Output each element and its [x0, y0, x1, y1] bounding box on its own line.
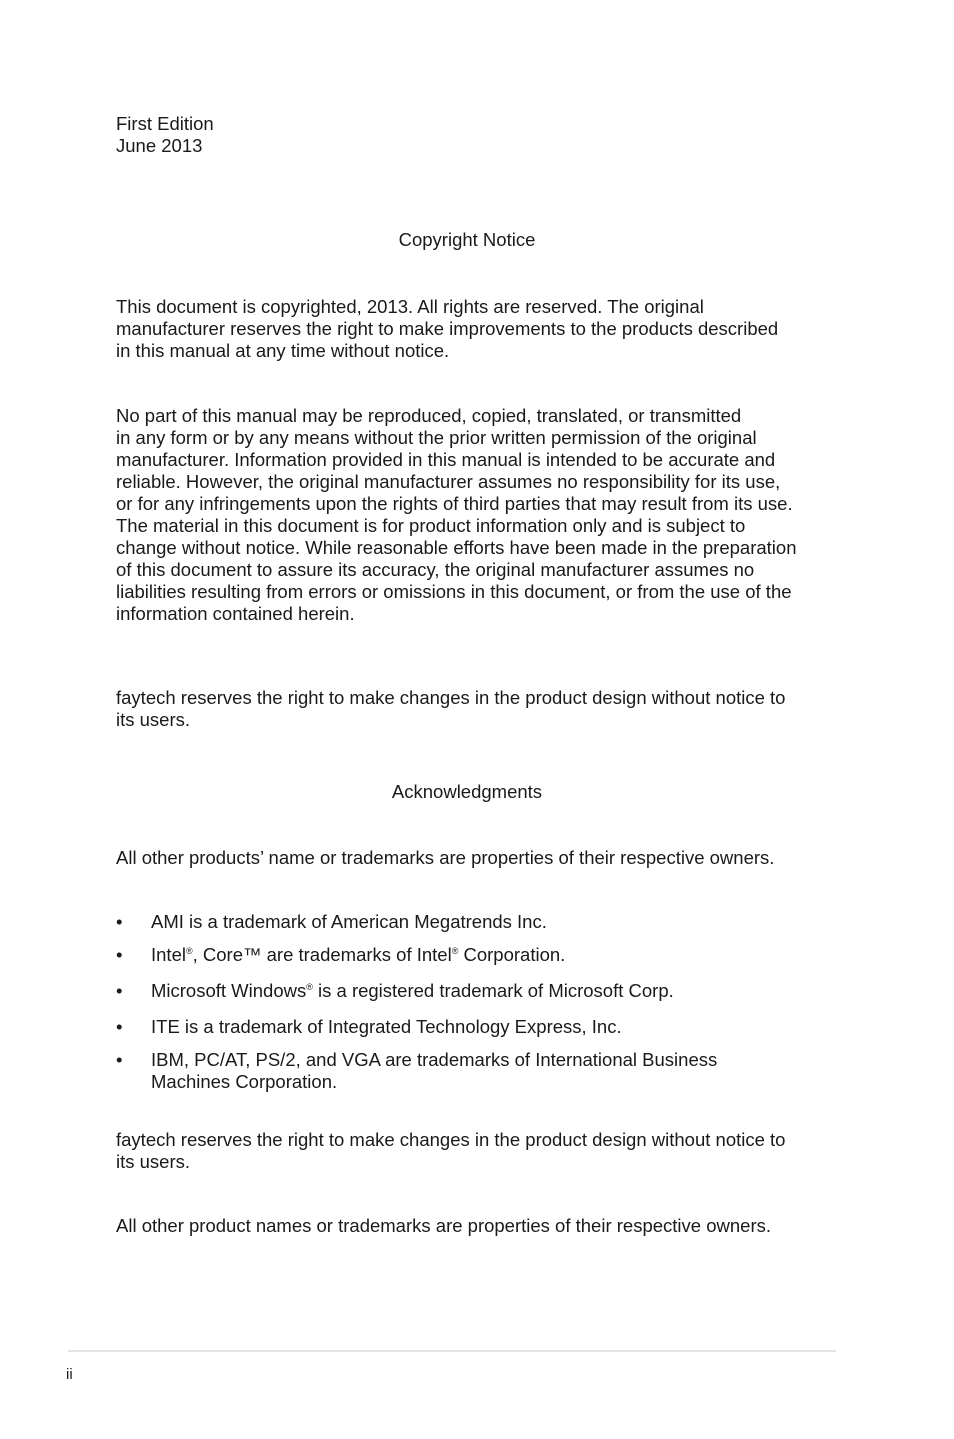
text-line: change without notice. While reasonable efforts have been made in the preparation: [116, 537, 797, 558]
registered-mark: ®: [306, 982, 313, 992]
bullet-icon: •: [116, 944, 123, 965]
copyright-paragraph-3: [116, 687, 836, 731]
trademark-text: Corporation.: [458, 944, 566, 965]
text-line: All other product names or trademarks are properties of their respective owners.: [116, 1215, 771, 1236]
trademark-text: AMI is a trademark of American Megatrends Inc.: [151, 911, 547, 932]
trademark-text: ITE is a trademark of Integrated Technology Express, Inc.: [151, 1016, 622, 1037]
footer-divider: [68, 1350, 836, 1352]
text-line: faytech reserves the right to make changes in the product design without notice to: [116, 687, 786, 708]
text-line: its users.: [116, 709, 191, 730]
trademark-text: is a registered trademark of Microsoft Corp.: [312, 980, 674, 1001]
text-line: No part of this manual may be reproduced, copied, translated, or transmitted: [116, 405, 742, 426]
trademark-text: Machines Corporation.: [151, 1071, 338, 1092]
text-line: liabilities resulting from errors or omissions in this document, or from the use of the: [116, 581, 792, 602]
copyright-paragraph-2: [116, 405, 836, 625]
trademark-text: IBM, PC/AT, PS/2, and VGA are trademarks of International Business: [151, 1049, 718, 1070]
text-line: faytech reserves the right to make changes in the product design without notice to: [116, 1129, 786, 1150]
text-line: of this document to assure its accuracy, the original manufacturer assumes no: [116, 559, 755, 580]
registered-mark: ®: [451, 946, 459, 956]
list-item: [116, 1049, 836, 1093]
copyright-heading: Copyright Notice: [398, 229, 536, 250]
text-line: in any form or by any means without the prior written permission of the original: [116, 427, 757, 448]
trademark-text: , Core™ are trademarks of Intel: [192, 944, 452, 965]
text-line: information contained herein.: [116, 603, 355, 624]
text-line: The material in this document is for product information only and is subject to: [116, 515, 746, 536]
list-item: [116, 944, 836, 969]
text-line: manufacturer reserves the right to make improvements to the products described: [116, 318, 779, 339]
trademark-list: [116, 911, 836, 1104]
text-line: This document is copyrighted, 2013. All rights are reserved. The original: [116, 296, 704, 317]
closing-paragraph-2: [116, 1215, 836, 1237]
text-line: its users.: [116, 1151, 191, 1172]
edition-label: First Edition: [116, 113, 214, 134]
page-number: ii: [66, 1366, 73, 1383]
text-line: reliable. However, the original manufacturer assumes no responsibility for its use,: [116, 471, 781, 492]
bullet-icon: •: [116, 1016, 123, 1037]
list-item: [116, 1016, 836, 1038]
bullet-icon: •: [116, 1049, 123, 1070]
registered-mark: ®: [185, 946, 193, 956]
text-line: manufacturer. Information provided in this manual is intended to be accurate and: [116, 449, 776, 470]
bullet-icon: •: [116, 980, 123, 1001]
edition-date: June 2013: [116, 135, 203, 156]
trademark-text: Intel: [151, 944, 186, 965]
text-line: All other products’ name or trademarks are properties of their respective owners.: [116, 847, 775, 868]
copyright-paragraph-1: [116, 296, 836, 362]
list-item: [116, 911, 836, 933]
list-item: [116, 980, 836, 1005]
trademark-text: Microsoft Windows: [151, 980, 307, 1001]
closing-paragraph-1: [116, 1129, 836, 1173]
text-line: or for any infringements upon the rights of third parties that may result from its use.: [116, 493, 793, 514]
acknowledgments-heading: Acknowledgments: [391, 781, 543, 802]
edition-block: [116, 113, 836, 157]
text-line: in this manual at any time without notice.: [116, 340, 450, 361]
bullet-icon: •: [116, 911, 123, 932]
acknowledgments-intro: [116, 847, 836, 869]
